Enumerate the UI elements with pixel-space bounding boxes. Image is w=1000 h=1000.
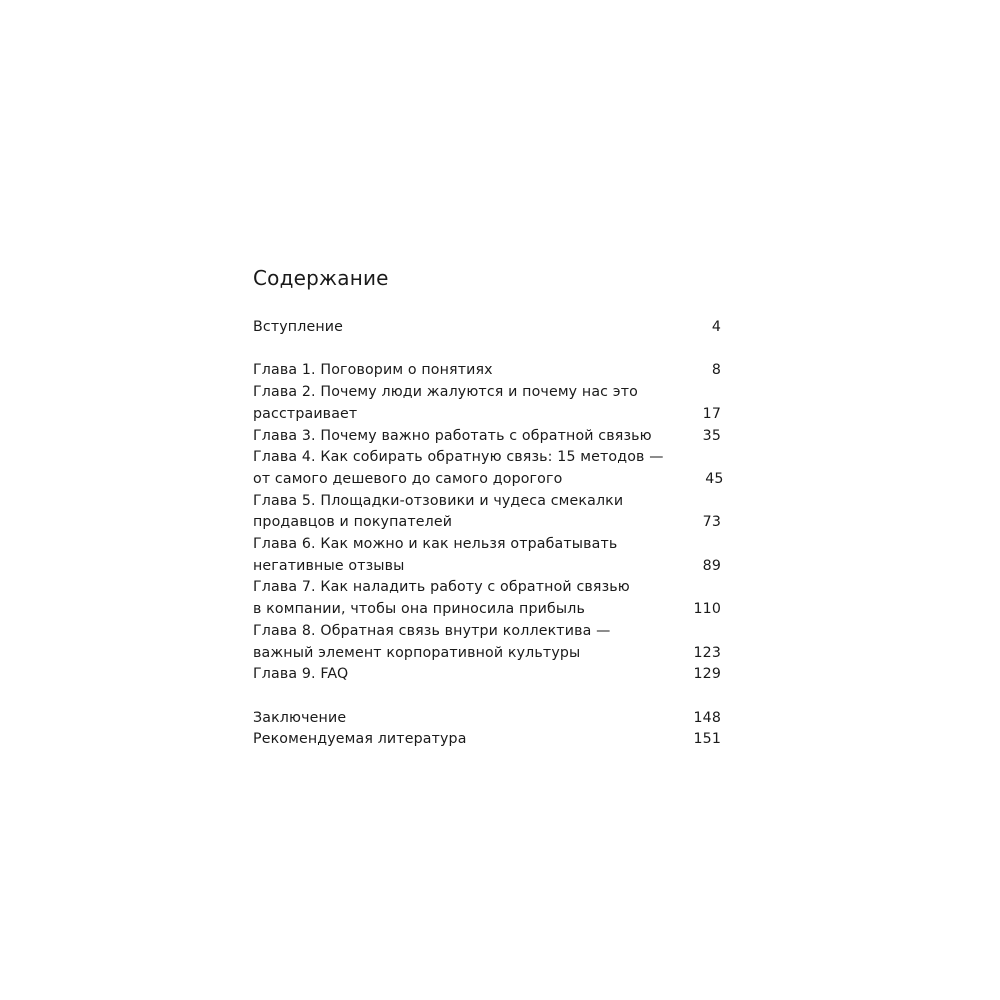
toc-entry-chapter-2[interactable]: [253, 382, 721, 425]
toc-page-number: 45: [705, 470, 724, 487]
toc-page-number: 89: [702, 557, 721, 574]
toc-entry-line: Глава 3. Почему важно работать с обратной связью: [253, 427, 652, 444]
toc-entry-line: важный элемент корпоративной культуры: [253, 644, 581, 661]
toc-entry-chapter-7[interactable]: [253, 577, 721, 620]
toc-entry-line: продавцов и покупателей: [253, 514, 453, 531]
toc-entry-chapter-9[interactable]: [253, 664, 721, 686]
toc-entry-text: [253, 360, 691, 382]
toc-entry-chapter-1[interactable]: [253, 360, 721, 382]
toc-entry-line: Глава 2. Почему люди жалуются и почему нас это: [253, 384, 638, 401]
toc-entry-chapter-6[interactable]: [253, 534, 721, 577]
toc-entry-chapter-8[interactable]: [253, 621, 721, 664]
toc-page-number: 148: [693, 709, 721, 726]
toc-entry-text: [253, 534, 691, 577]
toc-entry-text: [253, 708, 691, 730]
toc-page-number: 151: [693, 731, 721, 748]
toc-entry-chapter-5[interactable]: [253, 491, 721, 534]
toc-page-number: 4: [711, 319, 721, 335]
toc-page-number: 110: [693, 601, 721, 618]
toc-entry-text: [253, 426, 691, 448]
toc-entry-line: Глава 9. FAQ: [253, 666, 349, 683]
toc-entry-line: Глава 6. Как можно и как нельзя отрабатывать: [253, 536, 618, 553]
toc-entry-chapter-3[interactable]: [253, 426, 721, 448]
toc-entry-text: [253, 577, 691, 620]
toc-entry-line: Глава 1. Поговорим о понятиях: [253, 362, 493, 379]
toc-entry-text: [253, 729, 691, 751]
toc-page-number: 35: [702, 427, 721, 444]
toc-entry-line: расстраивает: [253, 405, 358, 422]
toc-entry-line: Глава 8. Обратная связь внутри коллектива —: [253, 622, 611, 639]
toc-entry-intro[interactable]: [253, 317, 721, 339]
table-of-contents: [253, 263, 724, 751]
toc-entry-text: [253, 491, 691, 534]
toc-entry-line: Глава 5. Площадки-отзовики и чудеса смекалки: [253, 492, 624, 509]
toc-page-number: 17: [702, 405, 721, 422]
toc-entry-line: Рекомендуемая литература: [253, 731, 467, 748]
toc-entry-line: негативные отзывы: [253, 557, 405, 574]
toc-page-number: 129: [693, 666, 721, 683]
toc-entry-line: от самого дешевого до самого дорогого: [253, 470, 563, 487]
toc-entry-line: Заключение: [253, 709, 347, 726]
toc-page-number: 73: [702, 514, 721, 531]
toc-entry-text: [253, 447, 694, 490]
toc-entry-recommended-literature[interactable]: [253, 729, 721, 751]
toc-entry-line: Вступление: [253, 319, 343, 335]
toc-entry-text: [253, 382, 691, 425]
toc-entry-text: [253, 621, 691, 664]
toc-title: Содержание: [253, 266, 389, 290]
toc-entry-line: в компании, чтобы она приносила прибыль: [253, 601, 585, 618]
toc-page-number: 8: [711, 362, 721, 379]
toc-entry-text: [253, 664, 691, 686]
toc-entry-conclusion[interactable]: [253, 708, 721, 730]
toc-page-number: 123: [693, 644, 721, 661]
toc-entry-text: [253, 317, 691, 339]
toc-entry-line: Глава 7. Как наладить работу с обратной связью: [253, 579, 630, 596]
toc-entry-line: Глава 4. Как собирать обратную связь: 15 методов —: [253, 449, 664, 466]
toc-entry-chapter-4[interactable]: [253, 447, 724, 490]
toc-list: [253, 317, 724, 751]
